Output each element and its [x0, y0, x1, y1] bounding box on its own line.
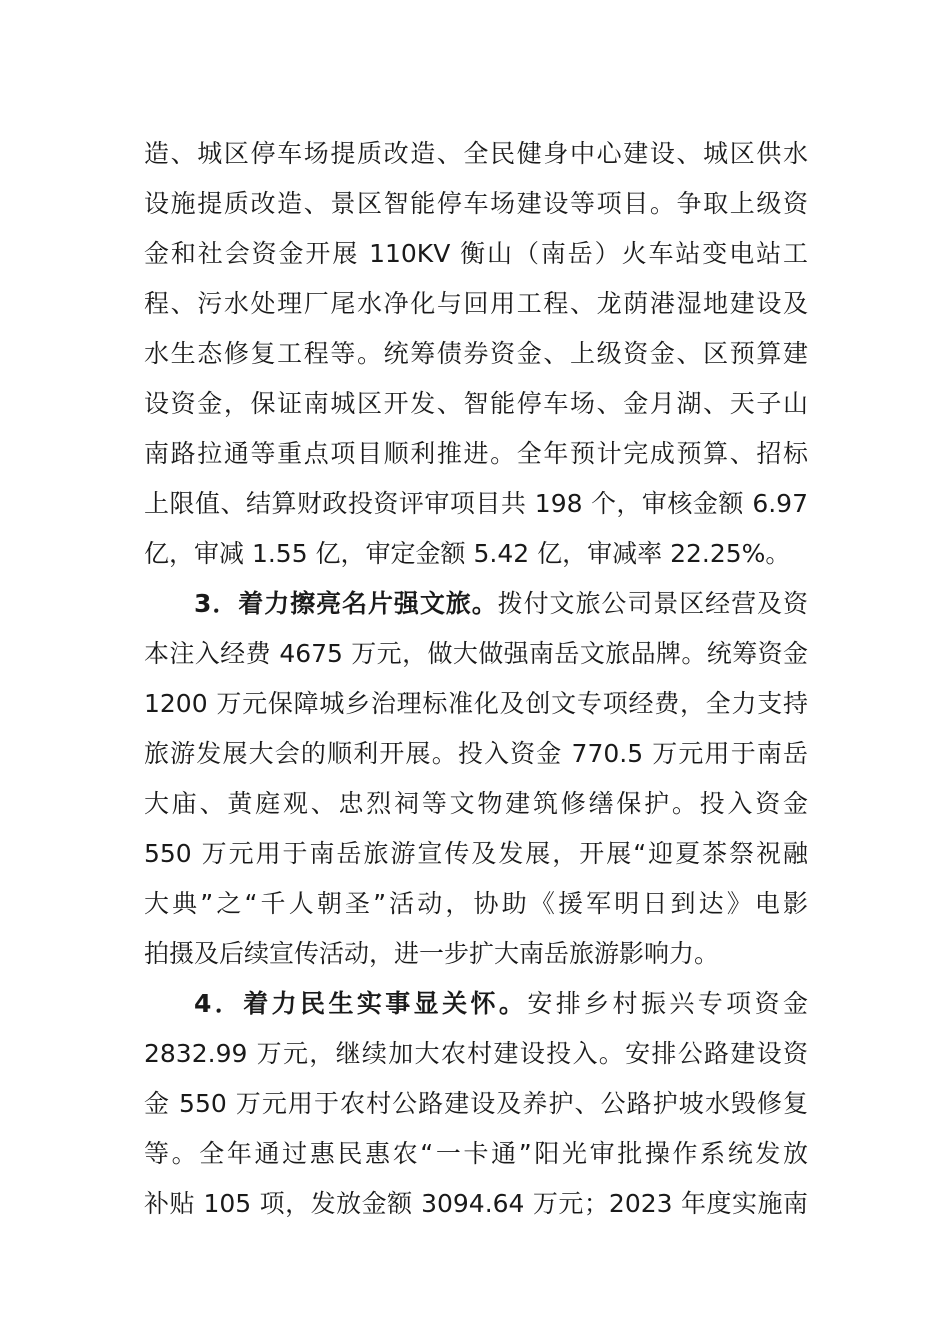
- text-line: 1200 万元保障城乡治理标准化及创文专项经费，全力支持: [144, 689, 808, 718]
- paragraph-first-line: [194, 984, 808, 1024]
- text-line: 金和社会资金开展 110KV 衡山（南岳）火车站变电站工: [144, 239, 808, 268]
- text-line: 金 550 万元用于农村公路建设及养护、公路护坡水毁修复: [144, 1089, 808, 1118]
- text-line: 水生态修复工程等。统筹债券资金、上级资金、区预算建: [144, 339, 808, 368]
- section-heading: 3．着力擦亮名片强文旅。: [194, 589, 498, 618]
- paragraph-first-line: [194, 584, 808, 624]
- text-line: 南路拉通等重点项目顺利推进。全年预计完成预算、招标: [144, 439, 808, 468]
- text-line: 造、城区停车场提质改造、全民健身中心建设、城区供水: [144, 139, 808, 168]
- text-line: 拍摄及后续宣传活动，进一步扩大南岳旅游影响力。: [144, 939, 720, 968]
- text-line: 补贴 105 项，发放金额 3094.64 万元；2023 年度实施南: [144, 1189, 808, 1218]
- text-line: 设施提质改造、景区智能停车场建设等项目。争取上级资: [144, 189, 808, 218]
- text-line: 大典”之“千人朝圣”活动，协助《援军明日到达》电影: [144, 889, 808, 918]
- text-run: 拨付文旅公司景区经营及资: [497, 589, 808, 618]
- text-line: 程、污水处理厂尾水净化与回用工程、龙荫港湿地建设及: [144, 289, 808, 318]
- text-line: 550 万元用于南岳旅游宣传及发展，开展“迎夏茶祭祝融: [144, 839, 808, 868]
- section-heading: 4．着力民生实事显关怀。: [194, 989, 528, 1018]
- text-run: 安排乡村振兴专项资金: [527, 989, 808, 1018]
- text-line: 亿，审减 1.55 亿，审定金额 5.42 亿，审减率 22.25%。: [144, 539, 791, 568]
- text-line: 本注入经费 4675 万元，做大做强南岳文旅品牌。统筹资金: [144, 639, 808, 668]
- text-line: 设资金，保证南城区开发、智能停车场、金月湖、天子山: [144, 389, 808, 418]
- text-line: 等。全年通过惠民惠农“一卡通”阳光审批操作系统发放: [144, 1139, 808, 1168]
- text-line: 2832.99 万元，继续加大农村建设投入。安排公路建设资: [144, 1039, 808, 1068]
- text-line: 上限值、结算财政投资评审项目共 198 个，审核金额 6.97: [144, 489, 808, 518]
- text-line: 大庙、黄庭观、忠烈祠等文物建筑修缮保护。投入资金: [144, 789, 808, 818]
- text-line: 旅游发展大会的顺利开展。投入资金 770.5 万元用于南岳: [144, 739, 808, 768]
